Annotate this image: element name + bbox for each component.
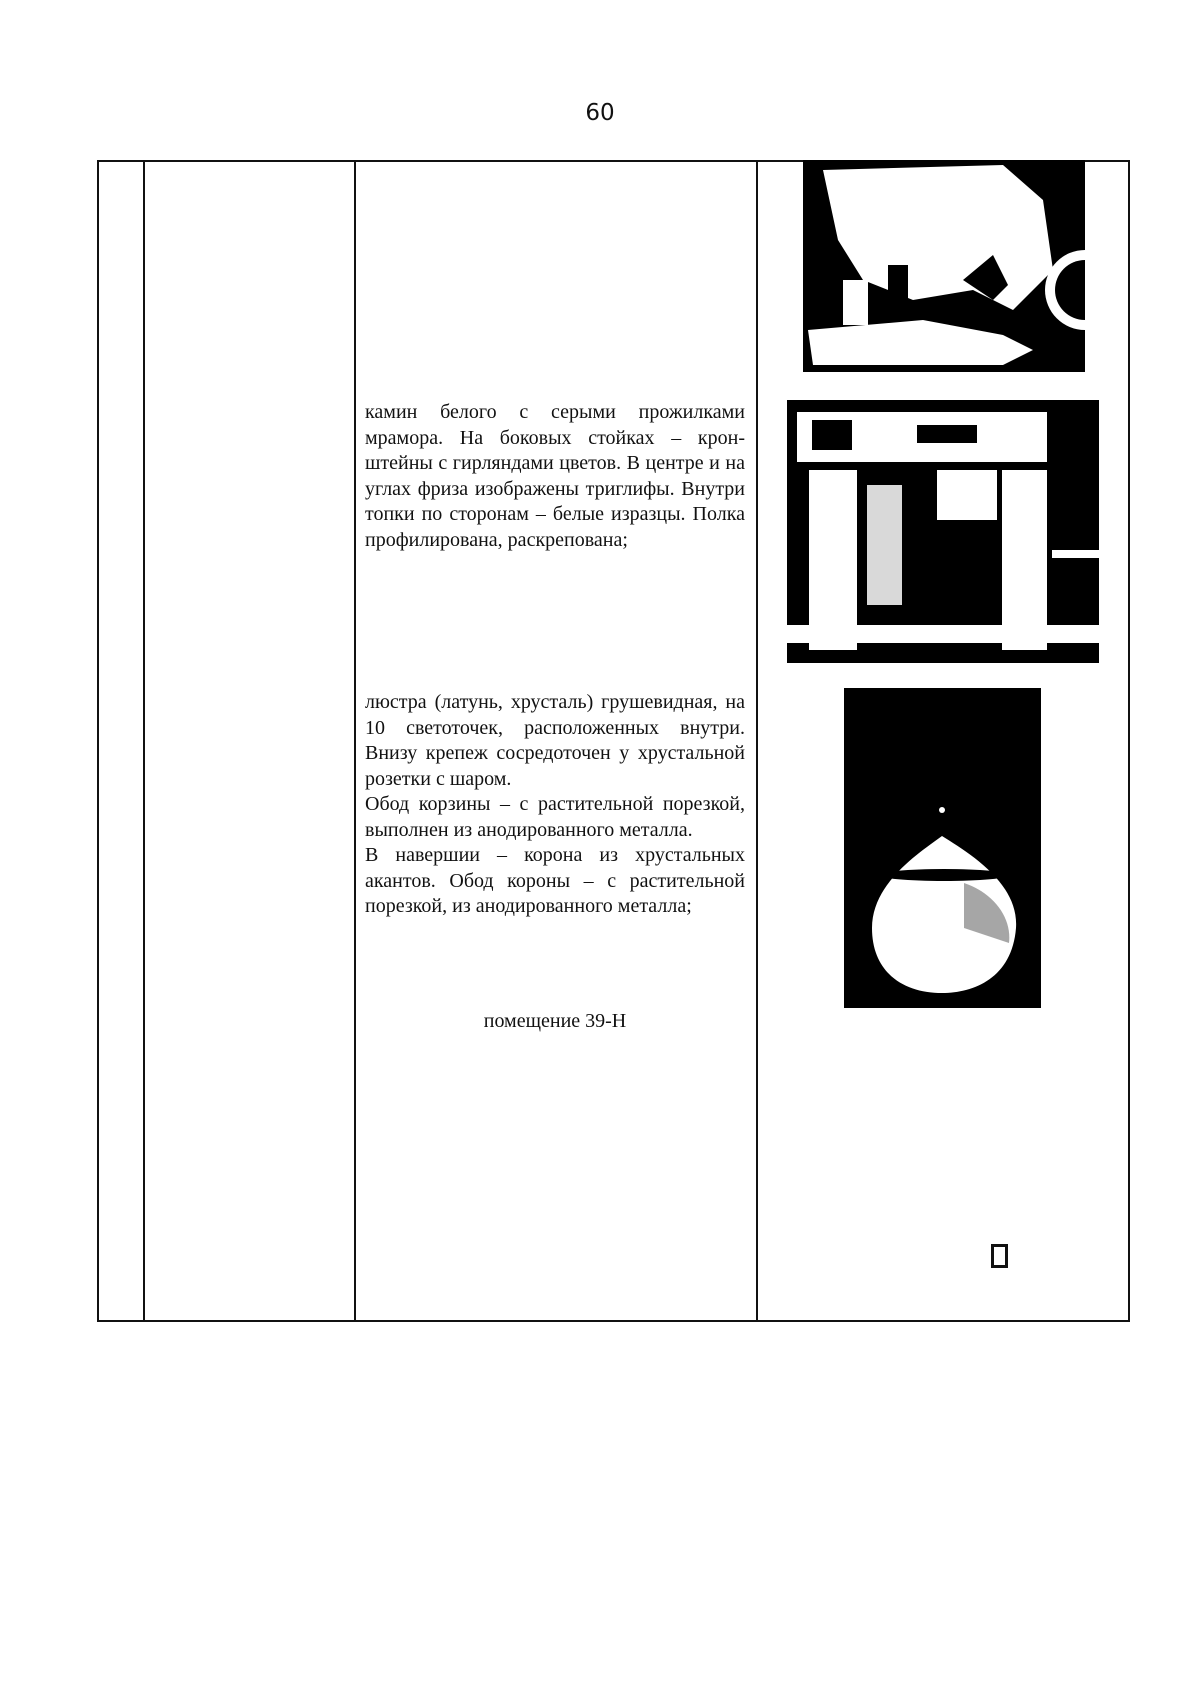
fireplace-photo bbox=[787, 400, 1099, 663]
fireplace-detail-photo bbox=[803, 160, 1085, 372]
table-column-divider bbox=[143, 162, 145, 1320]
rectangle-mark-icon bbox=[991, 1244, 1008, 1268]
description-paragraph: камин белого с серыми прожилками мрамора. На боковых стойках – крон-штейны с гирляндами цветов. В центре и на углах фриза изображены триглифы. Внутри топки по сторонам – белые изразцы. Полка профилирована, раскрепована; bbox=[365, 401, 745, 551]
page-number: 60 bbox=[585, 100, 615, 126]
description-paragraph: В навершии – корона из хрустальных акантов. Обод короны – с растительной порезкой, из анодированного металла; bbox=[365, 844, 745, 917]
chandelier-photo bbox=[844, 688, 1041, 1008]
description-paragraph: Обод корзины – с растительной порезкой, выполнен из анодированного металла. bbox=[365, 793, 745, 841]
chandelier-description bbox=[365, 690, 745, 920]
room-caption: помещение 39-Н bbox=[483, 1010, 627, 1032]
table-column-divider bbox=[354, 162, 356, 1320]
fireplace-description bbox=[365, 400, 745, 553]
table-column-divider bbox=[756, 162, 758, 1320]
description-paragraph: люстра (латунь, хрусталь) грушевидная, на 10 светоточек, расположенных внутри. Внизу крепеж сосредоточен у хрустальной розетки с шаром. bbox=[365, 691, 745, 790]
